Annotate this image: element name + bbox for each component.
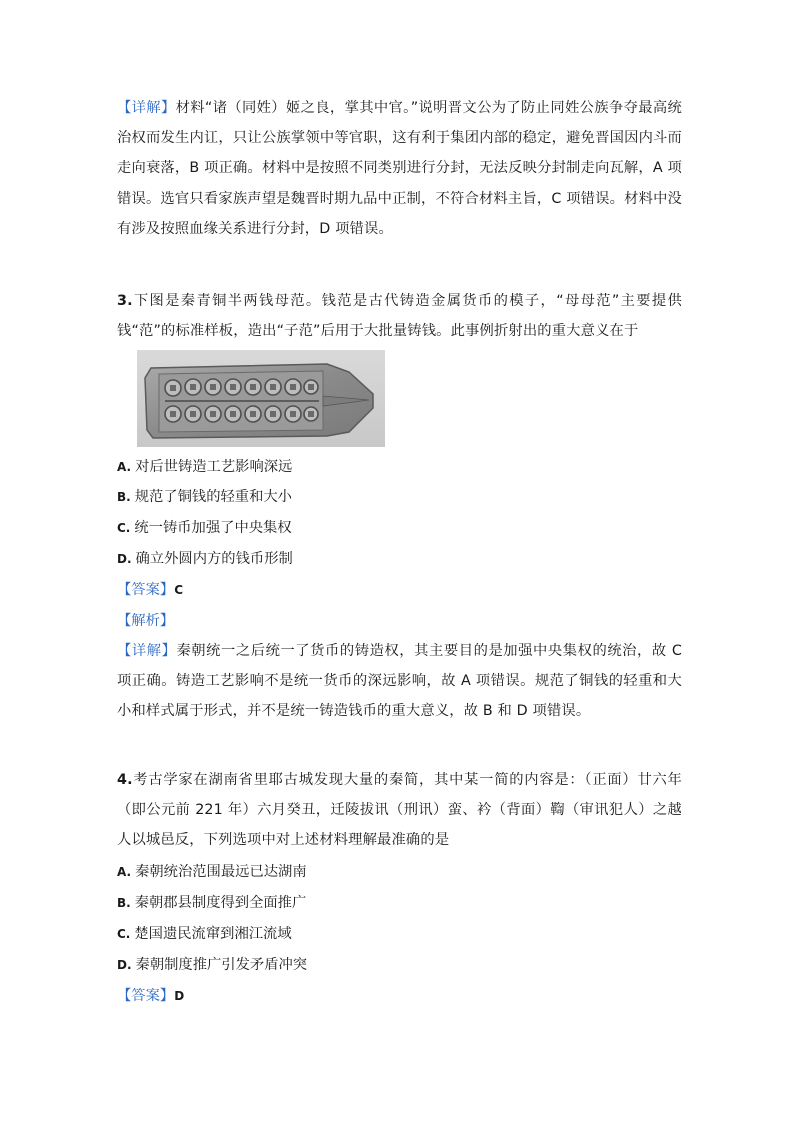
answer-line-q3 (117, 580, 183, 600)
analysis-tag: 【解析】 (117, 613, 175, 629)
option-b[interactable]: B. 规范了铜钱的轻重和大小 (117, 489, 292, 505)
option-d[interactable]: D. 确立外圆内方的钱币形制 (117, 551, 293, 567)
detail-text: 材料“诸（同姓）姬之良，掌其中官。”说明晋文公为了防止同姓公族争夺最高统治权而发生内讧，只让公族掌领中等官职，这有利于集团内部的稳定，避免晋国因内斗而走向衰落，B 项正确。材料中是按照不同类别进行分封，无法反映分封制走向瓦解，A 项错误。选官只看家族声望是魏晋时期九品中正制，不符合材料主旨，C 项错误。材料中没有涉及按照血缘关系进行分封，D 项错误。 (117, 100, 682, 237)
option-a[interactable]: A. 对后世铸造工艺影响深远 (117, 459, 293, 475)
detail-paragraph-q2 (117, 93, 682, 244)
question-number: 3. (117, 293, 133, 309)
question-3-stem (117, 286, 682, 346)
detail-paragraph-q3 (117, 636, 682, 727)
question-text: 下图是秦青铜半两钱母范。钱范是古代铸造金属货币的模子，“母母范”主要提供钱“范”的标准样板，造出“子范”后用于大批量铸钱。此事例折射出的重大意义在于 (117, 293, 682, 340)
answer-value: C (174, 583, 183, 597)
question-number: 4. (117, 772, 133, 788)
answer-tag: 【答案】 (117, 988, 175, 1004)
answer-value: D (174, 989, 185, 1003)
option-c[interactable]: C. 统一铸币加强了中央集权 (117, 520, 292, 536)
answer-line-q4 (117, 986, 184, 1006)
analysis-line-q3 (117, 611, 174, 631)
detail-text: 秦朝统一之后统一了货币的铸造权，其主要目的是加强中央集权的统治，故 C 项正确。铸造工艺影响不是统一货币的深远影响，故 A 项错误。规范了铜钱的轻重和大小和样式属于形式，并不是统一铸造钱币的重大意义，故 B 和 D 项错误。 (117, 643, 682, 720)
option-a[interactable]: A. 秦朝统治范围最远已达湖南 (117, 864, 307, 880)
answer-tag: 【答案】 (117, 582, 175, 598)
option-c[interactable]: C. 楚国遗民流窜到湘江流域 (117, 926, 292, 942)
question-4-stem (117, 765, 682, 856)
detail-tag: 【详解】 (117, 100, 176, 116)
coin-mold-image (137, 350, 385, 447)
option-d[interactable]: D. 秦朝制度推广引发矛盾冲突 (117, 957, 308, 973)
detail-tag: 【详解】 (117, 643, 177, 659)
question-text: 考古学家在湖南省里耶古城发现大量的秦简，其中某一简的内容是：（正面）廿六年（即公元前 221 年）六月癸丑，迁陵拔讯（刑讯）蛮、衿（背面）鞫（审讯犯人）之越人以城邑反，下列选项中对上述材料理解最准确的是 (117, 772, 682, 849)
option-b[interactable]: B. 秦朝郡县制度得到全面推广 (117, 895, 307, 911)
